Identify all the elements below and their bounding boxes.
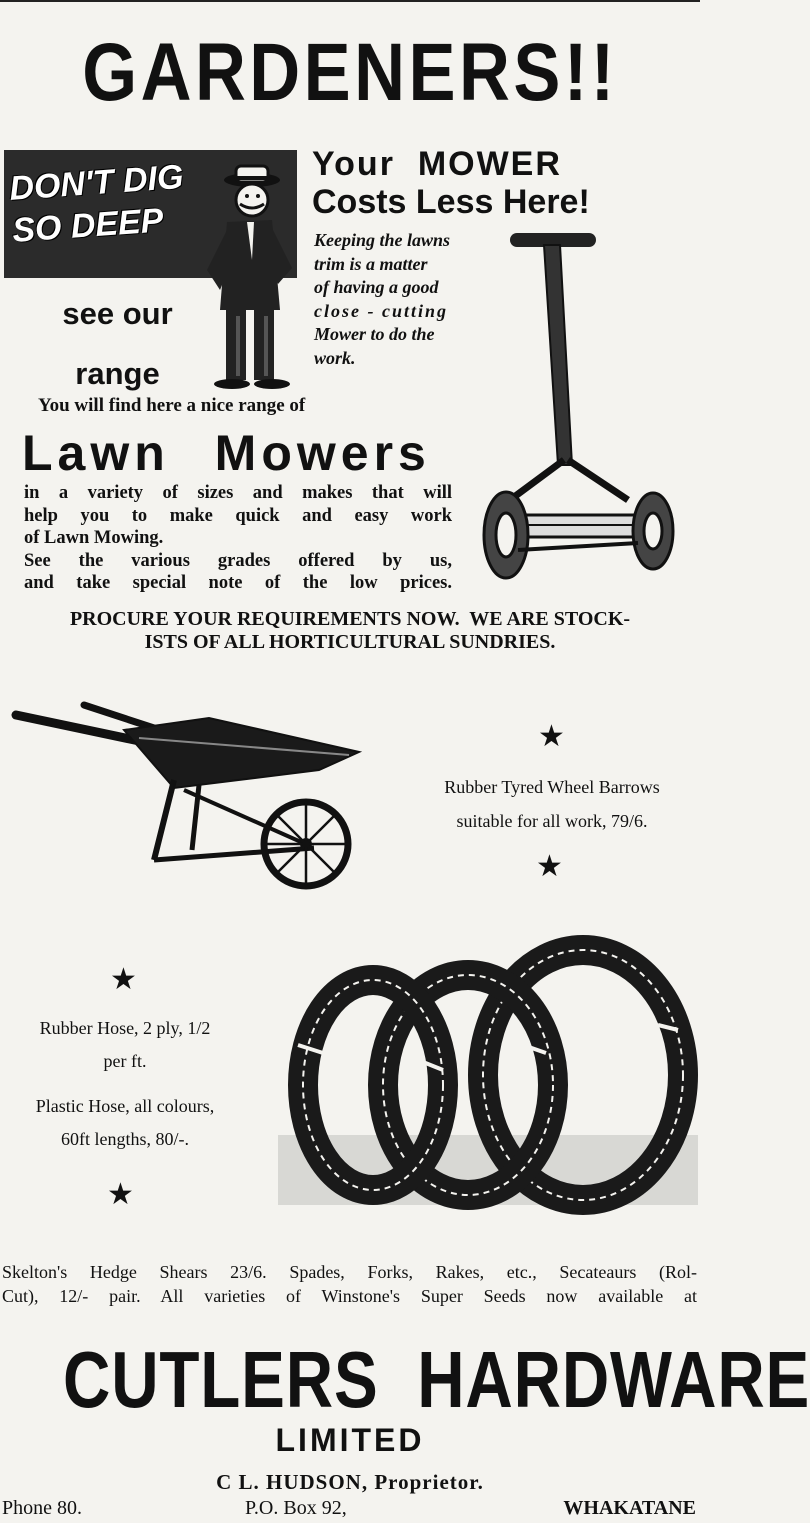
hose-coils-icon (278, 935, 698, 1225)
headline: GARDENERS!! (82, 27, 618, 118)
po-box: P.O. Box 92, (245, 1497, 347, 1519)
rubber-hose-line-2: per ft. (103, 1051, 147, 1071)
phone-number: Phone 80. (2, 1497, 82, 1519)
banner-line-1: DON'T DIG (8, 157, 185, 208)
wheelbarrow-description (402, 770, 702, 838)
see-our-line: see our (62, 296, 173, 331)
variety-line: help you to make quick and easy work (24, 505, 452, 526)
variety-paragraph (24, 482, 452, 595)
mower-desc-line: trim is a matter (314, 253, 428, 274)
star-icon: ★ (110, 963, 137, 996)
mower-desc-line: Keeping the lawns (314, 230, 451, 250)
procure-line-2: ISTS OF ALL HORTICULTURAL SUNDRIES. (144, 631, 556, 653)
top-rule (0, 0, 700, 2)
wheelbarrow-icon (14, 700, 364, 900)
see-our-range (30, 284, 205, 404)
range-line: range (75, 356, 160, 391)
procure-notice (0, 608, 700, 654)
shears-line-1: Skelton's Hedge Shears 23/6. Spades, Forks, Rakes, etc., Secateaurs (Rol- (2, 1262, 697, 1282)
variety-line: See the various grades offered by us, (24, 550, 452, 571)
proprietor-line: C L. HUDSON, Proprietor. (216, 1470, 484, 1494)
plastic-hose-line-1: Plastic Hose, all colours, (35, 1096, 215, 1116)
star-icon: ★ (107, 1178, 134, 1211)
mower-title-line-2: Costs Less Here! (312, 183, 590, 221)
shears-line-2: Cut), 12/- pair. All varieties of Winstone's Super Seeds now available at (2, 1286, 697, 1306)
town-name: WHAKATANE (563, 1497, 696, 1519)
procure-line-1: PROCURE YOUR REQUIREMENTS NOW. WE ARE STOCK- (69, 608, 631, 630)
star-icon: ★ (538, 720, 565, 753)
company-limited: LIMITED (275, 1422, 425, 1458)
lawn-mower-icon (478, 225, 678, 585)
footer-contact (2, 1497, 696, 1523)
mower-desc-line: of having a good (314, 277, 439, 297)
company-name: CUTLERS HARDWARE (63, 1335, 810, 1424)
mower-desc-line: Mower to do the (314, 324, 435, 344)
mower-promo-title (312, 145, 642, 221)
rubber-hose-line-1: Rubber Hose, 2 ply, 1/2 (39, 1018, 211, 1038)
variety-line: and take special note of the low prices. (24, 573, 452, 593)
shears-paragraph (2, 1260, 697, 1308)
man-figure-icon (192, 160, 297, 390)
plastic-hose-line-2: 60ft lengths, 80/-. (61, 1129, 189, 1149)
hose-description (2, 1012, 248, 1168)
barrow-line-1: Rubber Tyred Wheel Barrows (444, 777, 660, 797)
banner-line-2: SO DEEP (11, 201, 165, 250)
range-intro: You will find here a nice range of (38, 395, 306, 416)
mower-title-line-1: Your MOWER (312, 145, 562, 183)
mower-desc-line: work. (314, 347, 356, 368)
mower-desc-line: close - cutting (314, 300, 448, 321)
barrow-line-2: suitable for all work, 79/6. (456, 811, 648, 831)
star-icon: ★ (536, 850, 563, 883)
variety-line: of Lawn Mowing. (24, 528, 164, 548)
variety-line: in a variety of sizes and makes that will (24, 483, 452, 503)
lawn-mowers-heading: Lawn Mowers (22, 425, 431, 481)
